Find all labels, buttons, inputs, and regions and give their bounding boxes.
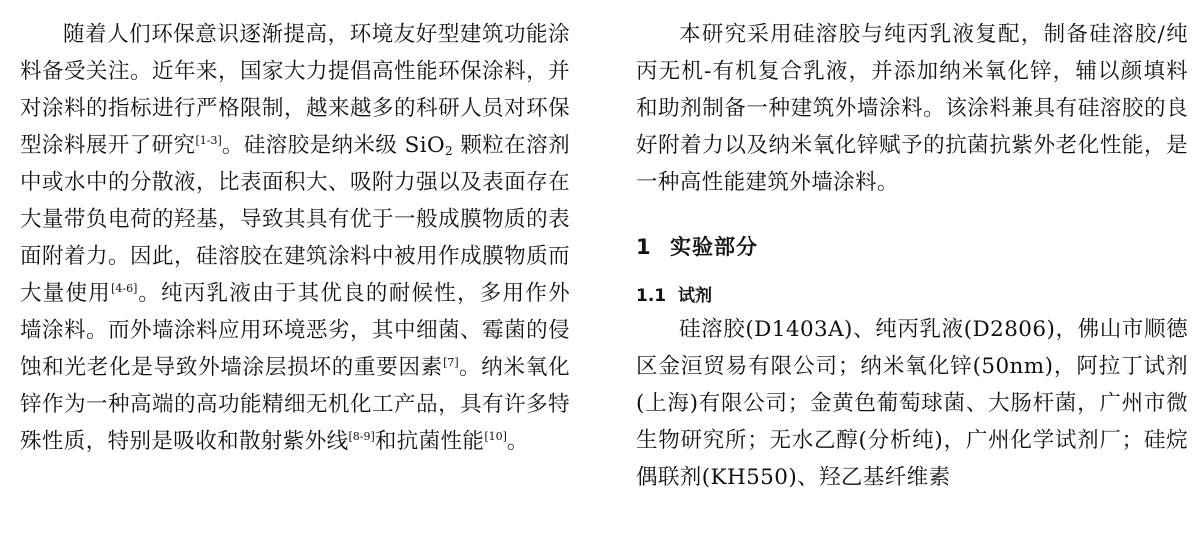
intro-text-2: 。硅溶胶是纳米级 SiO (221, 133, 446, 158)
citation-4-6: [4-6] (111, 282, 138, 295)
study-paragraph: 本研究采用硅溶胶与纯丙乳液复配，制备硅溶胶/纯丙无机-有机复合乳液，并添加纳米氧化锌，辅以颜填料和助剂制备一种建筑外墙涂料。该涂料兼具有硅溶胶的良好附着力以及纳米氧化锌赋予的抗菌抗紫外老化性能，是一种高性能建筑外墙涂料。 (636, 22, 1188, 195)
intro-text-3: 颗粒在溶剂中或水中的分散液，比表面积大、吸附力强以及表面存在大量带负电荷的羟基，导致其具有优于一般成膜物质的表面附着力。因此，硅溶胶在建筑涂料中被用作成膜物质而大量使用 (20, 133, 570, 306)
citation-1-3: [1-3] (195, 134, 222, 147)
section-heading (636, 227, 1188, 267)
left-column (20, 0, 570, 460)
subsection-title: 试剂 (678, 286, 712, 306)
sio2-subscript: 2 (445, 144, 454, 158)
right-column (636, 0, 1188, 496)
subsection-heading (636, 281, 1188, 311)
intro-text-4: 。纯丙乳液由于其优良的耐候性，多用作外墙涂料。而外墙涂料应用环境恶劣，其中细菌、霉菌的侵蚀和光老化是导致外墙涂层损坏的重要因素 (20, 281, 570, 380)
citation-10: [10] (484, 430, 507, 443)
section-title: 实验部分 (670, 235, 758, 259)
subsection-number: 1.1 (636, 286, 667, 306)
intro-text-6: 和抗菌性能 (374, 429, 485, 454)
section-number: 1 (636, 235, 652, 259)
intro-text-5: 。纳米氧化锌作为一种高端的高功能精细无机化工产品，具有许多特殊性质，特别是吸收和散射紫外线 (20, 355, 570, 454)
reagents-paragraph: 硅溶胶(D1403A)、纯丙乳液(D2806)，佛山市顺德区金洹贸易有限公司；纳米氧化锌(50nm)，阿拉丁试剂(上海)有限公司；金黄色葡萄球菌、大肠杆菌，广州市微生物研究所；无水乙醇(分析纯)，广州化学试剂厂；硅烷偶联剂(KH550)、羟乙基纤维素 (636, 317, 1188, 490)
intro-text-7: 。 (506, 429, 529, 454)
intro-paragraph (20, 0, 570, 460)
citation-7: [7] (443, 356, 459, 369)
citation-8-9: [8-9] (348, 430, 375, 443)
intro-text-1: 随着人们环保意识逐渐提高，环境友好型建筑功能涂料备受关注。近年来，国家大力提倡高性能环保涂料，并对涂料的指标进行严格限制，越来越多的科研人员对环保型涂料展开了研究 (20, 22, 570, 158)
